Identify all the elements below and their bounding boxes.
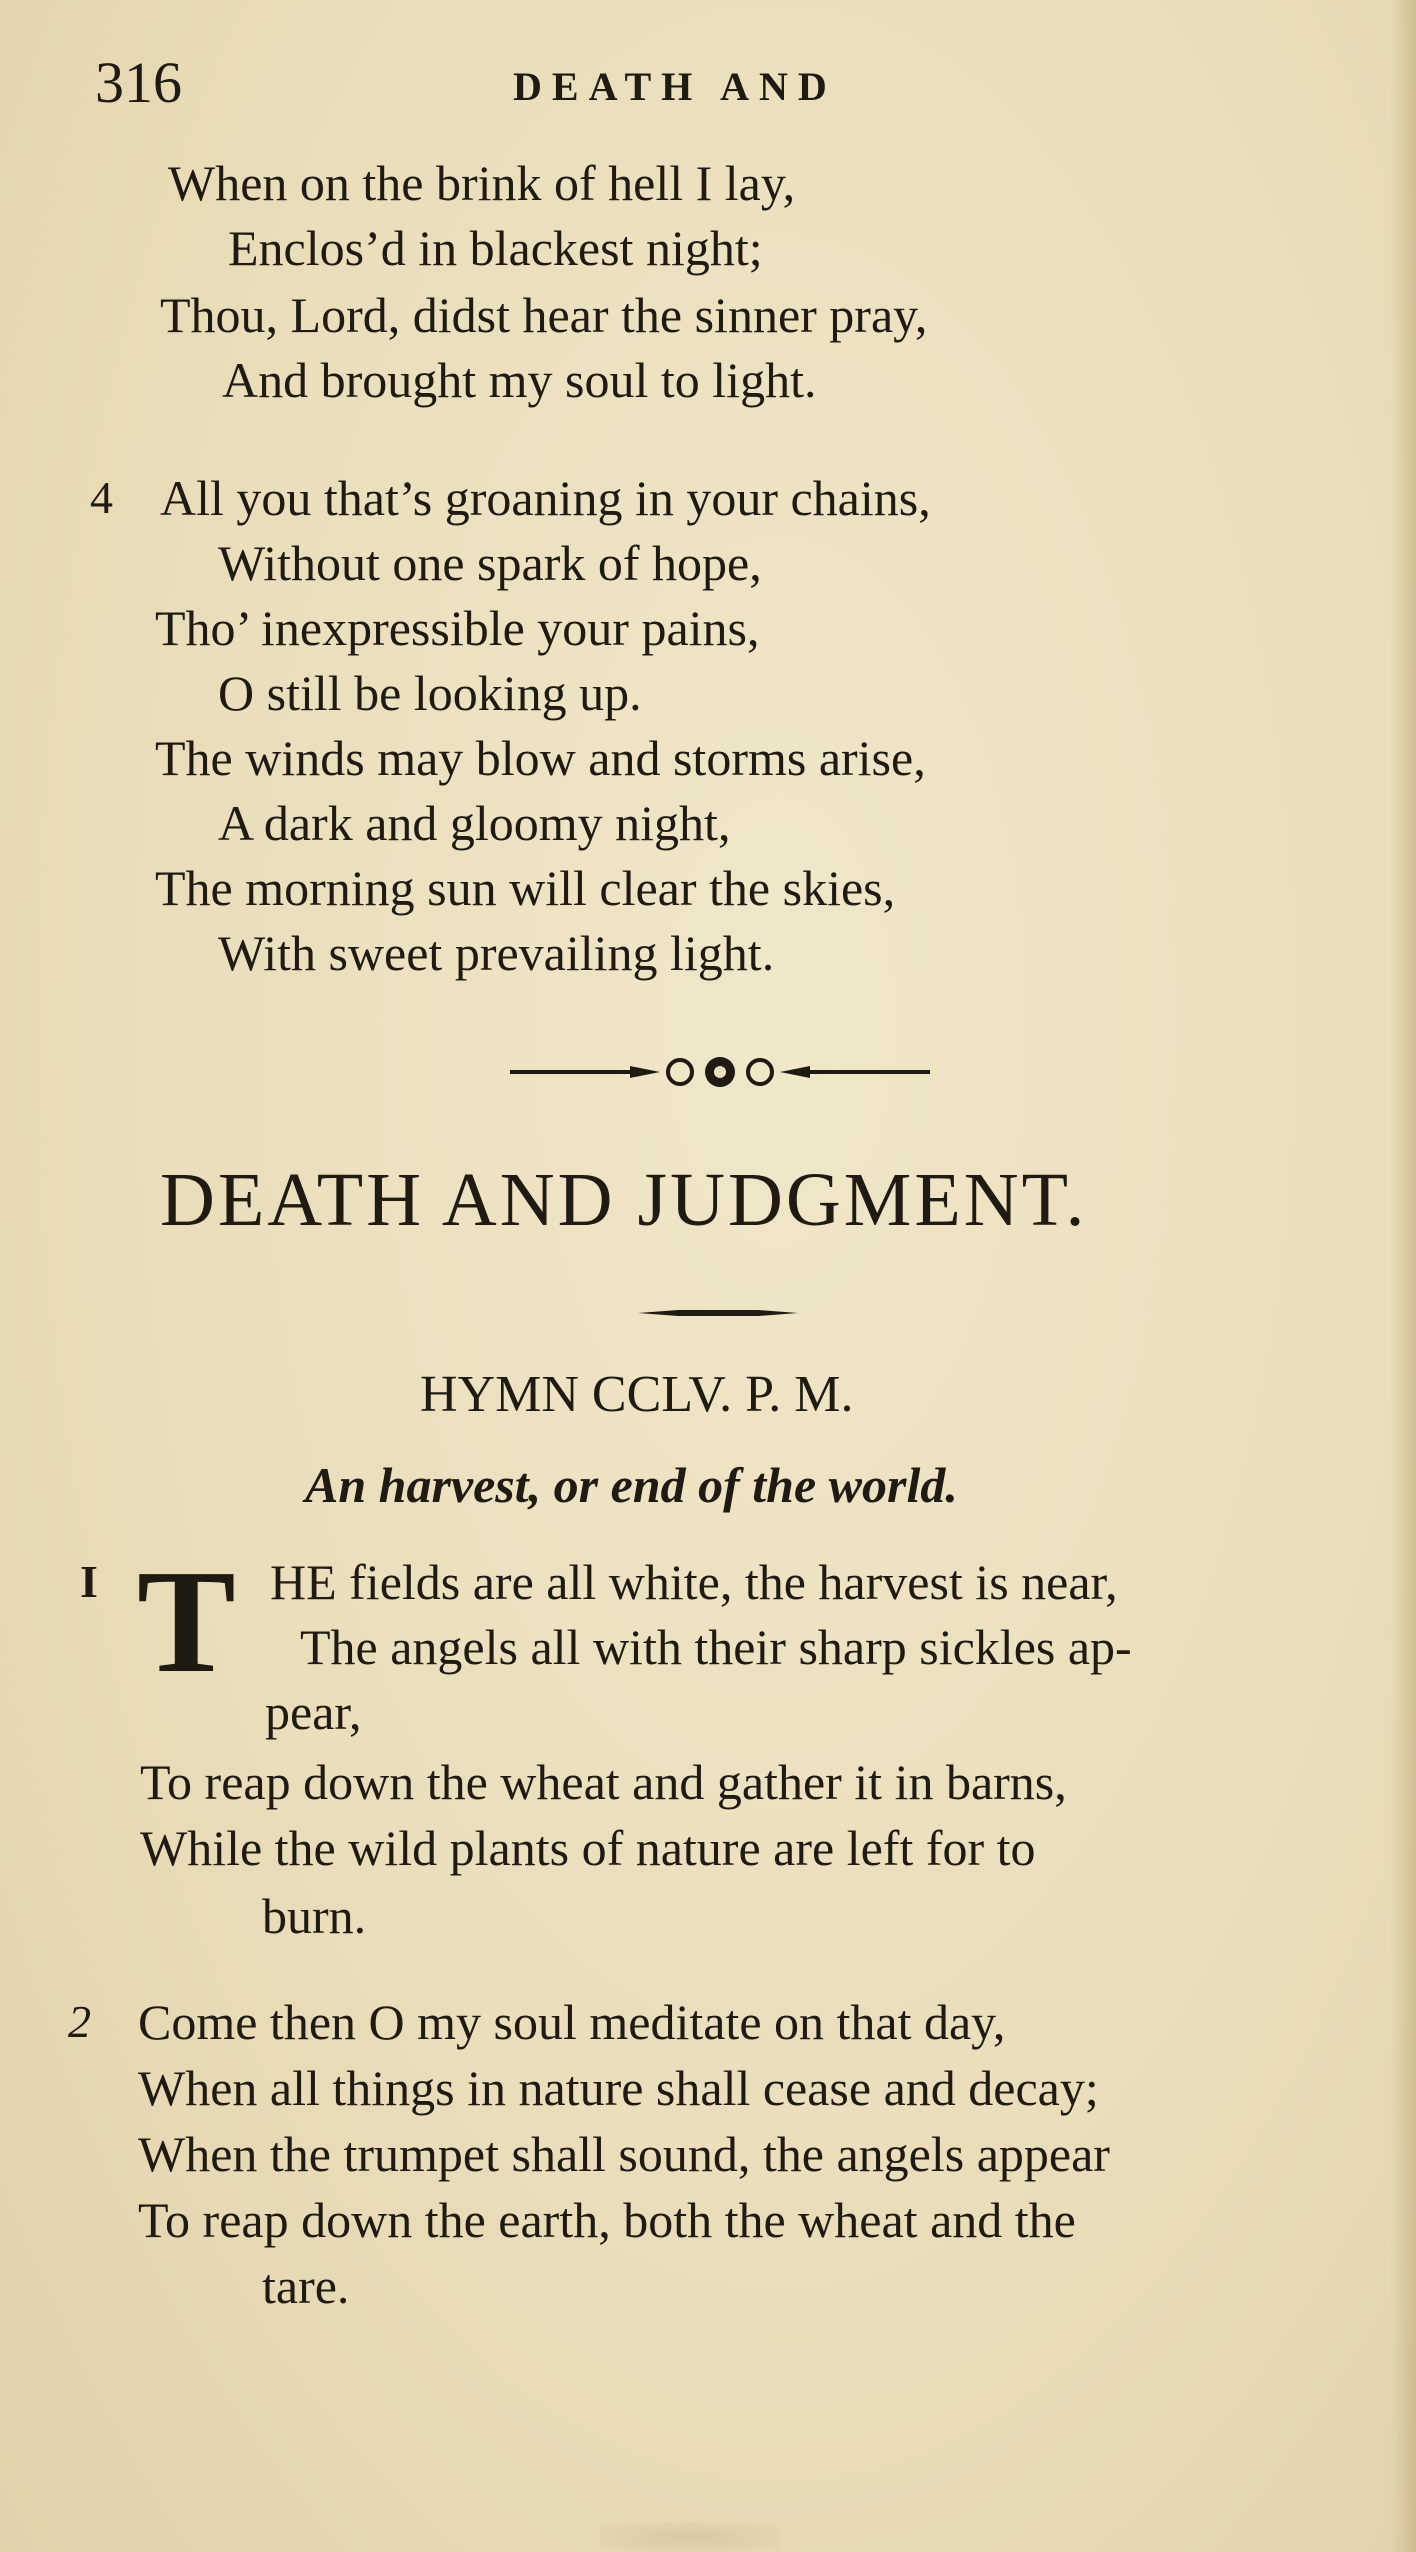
verse-line: O still be looking up. xyxy=(218,665,642,721)
page-edge-shadow xyxy=(1390,0,1416,2552)
verse-line: When on the brink of hell I lay, xyxy=(168,155,796,211)
verse-line: With sweet prevailing light. xyxy=(218,925,775,981)
paper-stain xyxy=(600,2522,780,2552)
hymn-title: HYMN CCLV. P. M. xyxy=(420,1366,854,1423)
stanza-number: 4 xyxy=(90,472,113,523)
section-title: DEATH AND JUDGMENT. xyxy=(160,1158,1088,1242)
verse-line: Come then O my soul meditate on that day, xyxy=(138,1994,1006,2050)
verse-line: HE fields are all white, the harvest is near, xyxy=(270,1554,1118,1610)
verse-line: pear, xyxy=(265,1684,362,1740)
verse-line: When all things in nature shall cease and decay; xyxy=(138,2060,1099,2116)
page-header xyxy=(95,48,1355,118)
verse-line: While the wild plants of nature are left for to xyxy=(140,1820,1036,1876)
hymn-subtitle: An harvest, or end of the world. xyxy=(305,1457,958,1513)
verse-line: burn. xyxy=(262,1888,367,1944)
verse-line: Thou, Lord, didst hear the sinner pray, xyxy=(160,287,928,343)
stanza-number: I xyxy=(80,1556,98,1607)
verse-line: To reap down the wheat and gather it in barns, xyxy=(140,1754,1067,1810)
stanza-number: 2 xyxy=(68,1996,91,2047)
verse-line: All you that’s groaning in your chains, xyxy=(160,470,931,526)
ornament-divider-icon xyxy=(510,1050,930,1094)
verse-line: And brought my soul to light. xyxy=(222,352,817,408)
verse-line: The morning sun will clear the skies, xyxy=(155,860,896,916)
verse-line: The winds may blow and storms arise, xyxy=(155,730,926,786)
verse-line: Enclos’d in blackest night; xyxy=(228,220,763,276)
verse-line: tare. xyxy=(262,2258,350,2314)
page-number: 316 xyxy=(95,50,182,115)
verse-line: The angels all with their sharp sickles ap- xyxy=(300,1619,1132,1675)
verse-line: Without one spark of hope, xyxy=(218,535,762,591)
running-head: DEATH AND xyxy=(513,64,837,109)
drop-cap: T xyxy=(137,1540,236,1704)
verse-line: Tho’ inexpressible your pains, xyxy=(155,600,760,656)
verse-line: A dark and gloomy night, xyxy=(218,795,731,851)
short-rule-divider xyxy=(638,1308,798,1318)
verse-line: To reap down the earth, both the wheat and the xyxy=(138,2192,1076,2248)
verse-line: When the trumpet shall sound, the angels appear xyxy=(138,2126,1110,2182)
